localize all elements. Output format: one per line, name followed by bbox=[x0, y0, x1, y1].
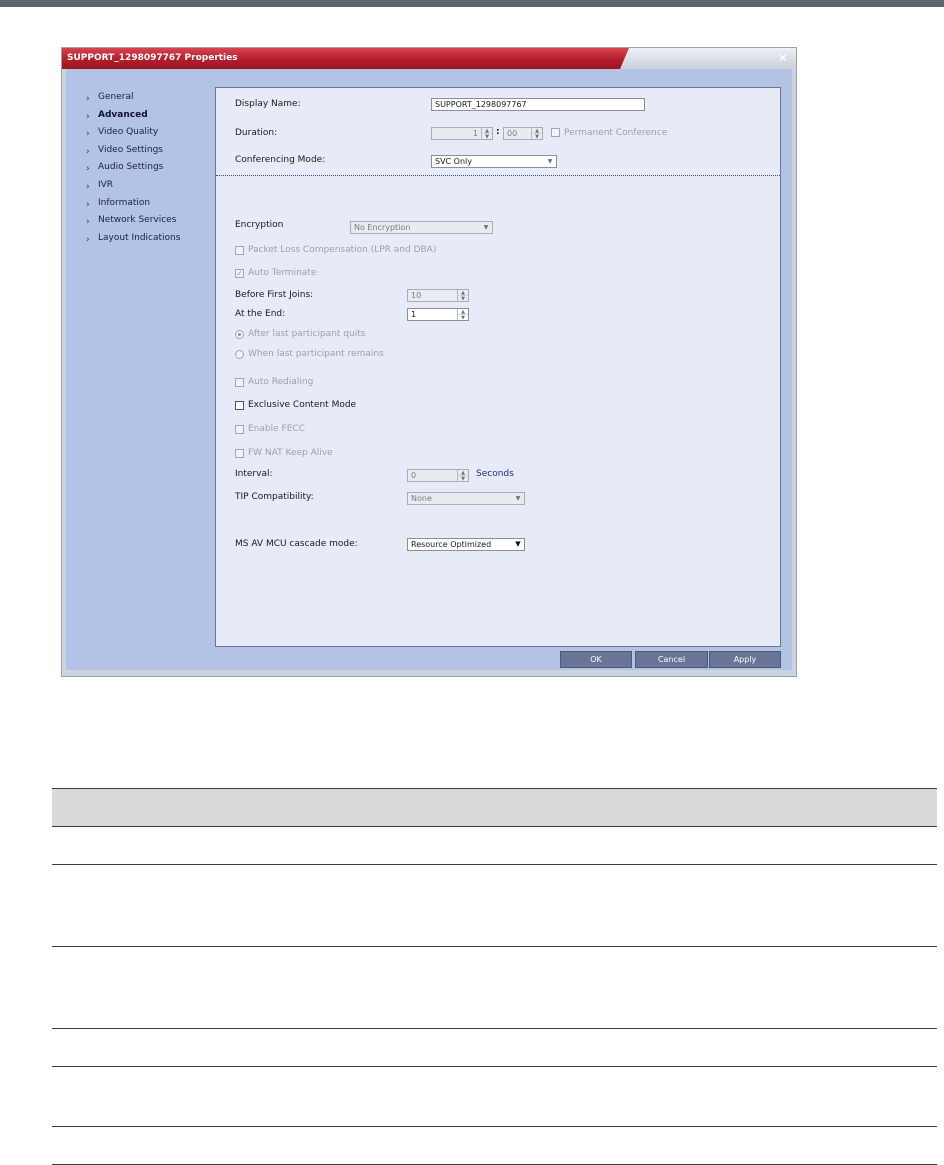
section-divider bbox=[216, 175, 780, 176]
sidebar-nav bbox=[86, 89, 216, 247]
at-the-end-value: 1 bbox=[411, 310, 417, 319]
conferencing-mode-value: SVC Only bbox=[435, 157, 473, 166]
sidebar-item-label: Video Settings bbox=[98, 144, 163, 155]
sidebar-item-network-services[interactable] bbox=[86, 212, 216, 230]
packet-loss-label: Packet Loss Compensation (LPR and DBA) bbox=[248, 245, 437, 255]
permanent-conference-checkbox[interactable] bbox=[551, 128, 560, 137]
auto-redialing-checkbox[interactable] bbox=[235, 378, 244, 387]
sidebar-item-label: IVR bbox=[98, 179, 114, 190]
sidebar-item-ivr[interactable] bbox=[86, 177, 216, 195]
ok-button[interactable]: OK bbox=[560, 651, 632, 668]
table-header bbox=[52, 788, 937, 827]
page-top-bar bbox=[0, 0, 944, 7]
chevron-down-icon[interactable]: ▼ bbox=[515, 495, 521, 502]
sidebar-item-label: General bbox=[98, 92, 134, 102]
interval-input[interactable] bbox=[407, 469, 469, 482]
seconds-label: Seconds bbox=[476, 469, 514, 479]
spin-down-icon[interactable]: ▼ bbox=[481, 133, 492, 139]
sidebar-item-general[interactable] bbox=[86, 89, 216, 107]
close-icon[interactable]: × bbox=[778, 51, 788, 64]
interval-label: Interval: bbox=[235, 469, 273, 479]
table-row bbox=[52, 865, 937, 947]
when-last-remains-radio[interactable] bbox=[235, 350, 244, 359]
tip-compatibility-label: TIP Compatibility: bbox=[235, 492, 314, 502]
display-name-input[interactable]: SUPPORT_1298097767 bbox=[431, 98, 645, 111]
packet-loss-checkbox[interactable] bbox=[235, 246, 244, 255]
chevron-right-icon: › bbox=[86, 199, 90, 210]
interval-value: 0 bbox=[411, 471, 417, 480]
after-last-quits-radio[interactable] bbox=[235, 330, 244, 339]
spin-down-icon[interactable]: ▼ bbox=[457, 314, 468, 320]
spin-up-icon[interactable]: ▲ bbox=[481, 128, 492, 134]
encryption-select[interactable] bbox=[350, 221, 493, 234]
duration-label: Duration: bbox=[235, 128, 278, 138]
conferencing-mode-select[interactable] bbox=[431, 155, 557, 168]
spin-up-icon[interactable]: ▲ bbox=[457, 309, 468, 315]
at-the-end-label: At the End: bbox=[235, 309, 286, 319]
apply-button[interactable]: Apply bbox=[709, 651, 781, 668]
spin-up-icon[interactable]: ▲ bbox=[457, 470, 468, 476]
sidebar-item-audio-settings[interactable] bbox=[86, 159, 216, 177]
exclusive-content-checkbox[interactable] bbox=[235, 401, 244, 410]
ms-av-mcu-select[interactable] bbox=[407, 538, 525, 551]
duration-separator: : bbox=[496, 127, 500, 137]
encryption-value: No Encryption bbox=[354, 223, 411, 232]
table-row bbox=[52, 1067, 937, 1127]
sidebar-item-layout-indications[interactable] bbox=[86, 230, 216, 248]
after-last-quits-label: After last participant quits bbox=[248, 329, 366, 339]
when-last-remains-label: When last participant remains bbox=[248, 349, 384, 359]
sidebar-item-label: Advanced bbox=[98, 109, 148, 120]
chevron-right-icon: › bbox=[86, 217, 90, 228]
ms-av-mcu-value: Resource Optimized bbox=[411, 540, 492, 549]
duration-minutes-input[interactable] bbox=[503, 127, 543, 140]
enable-fecc-label: Enable FECC bbox=[248, 424, 305, 434]
sidebar-item-label: Network Services bbox=[98, 215, 177, 226]
duration-minutes-value: 00 bbox=[507, 129, 518, 138]
before-first-joins-value: 10 bbox=[411, 291, 422, 300]
dialog-body bbox=[66, 69, 792, 670]
sidebar-item-label: Layout Indications bbox=[98, 232, 181, 243]
exclusive-content-label: Exclusive Content Mode bbox=[248, 400, 357, 410]
properties-dialog bbox=[61, 47, 797, 677]
before-first-joins-input[interactable] bbox=[407, 289, 469, 302]
cancel-button[interactable]: Cancel bbox=[635, 651, 708, 668]
spin-up-icon[interactable]: ▲ bbox=[457, 290, 468, 296]
spin-down-icon[interactable]: ▼ bbox=[531, 133, 542, 139]
display-name-label: Display Name: bbox=[235, 99, 301, 109]
spin-down-icon[interactable]: ▼ bbox=[457, 295, 468, 301]
encryption-label: Encryption bbox=[235, 220, 284, 230]
chevron-down-icon[interactable]: ▼ bbox=[483, 224, 489, 231]
dialog-title-bar[interactable] bbox=[62, 48, 796, 69]
chevron-right-icon: › bbox=[86, 111, 90, 122]
auto-terminate-label: Auto Terminate bbox=[248, 268, 317, 278]
table-row bbox=[52, 1127, 937, 1165]
table-row bbox=[52, 827, 937, 865]
permanent-conference-label: Permanent Conference bbox=[564, 128, 668, 138]
auto-redialing-label: Auto Redialing bbox=[248, 377, 314, 387]
fw-nat-label: FW NAT Keep Alive bbox=[248, 448, 333, 458]
duration-hours-input[interactable] bbox=[431, 127, 493, 140]
conferencing-mode-label: Conferencing Mode: bbox=[235, 155, 326, 165]
table-row bbox=[52, 1029, 937, 1067]
sidebar-item-label: Information bbox=[98, 197, 151, 208]
tip-compatibility-value: None bbox=[411, 494, 432, 503]
before-first-joins-label: Before First Joins: bbox=[235, 290, 314, 300]
chevron-right-icon: › bbox=[86, 181, 90, 192]
chevron-down-icon[interactable]: ▼ bbox=[515, 540, 521, 548]
at-the-end-input[interactable] bbox=[407, 308, 469, 321]
auto-terminate-checkbox[interactable]: ✓ bbox=[236, 269, 243, 278]
chevron-right-icon: › bbox=[86, 146, 90, 157]
table-row bbox=[52, 947, 937, 1029]
title-bar-gradient bbox=[620, 48, 796, 69]
spin-up-icon[interactable]: ▲ bbox=[531, 128, 542, 134]
chevron-right-icon: › bbox=[86, 129, 90, 140]
sidebar-item-information[interactable] bbox=[86, 195, 216, 213]
sidebar-item-video-quality[interactable] bbox=[86, 124, 216, 142]
ms-av-mcu-label: MS AV MCU cascade mode: bbox=[235, 539, 358, 549]
chevron-right-icon: › bbox=[86, 234, 90, 245]
spin-down-icon[interactable]: ▼ bbox=[457, 475, 468, 481]
sidebar-item-label: Audio Settings bbox=[98, 162, 164, 173]
fw-nat-checkbox[interactable] bbox=[235, 449, 244, 458]
document-table bbox=[52, 788, 937, 1165]
dialog-title: SUPPORT_1298097767 Properties bbox=[67, 53, 238, 63]
sidebar-item-video-settings[interactable] bbox=[86, 142, 216, 160]
chevron-down-icon[interactable]: ▼ bbox=[547, 158, 553, 165]
chevron-right-icon: › bbox=[86, 94, 90, 104]
chevron-right-icon: › bbox=[86, 164, 90, 175]
tip-compatibility-select[interactable] bbox=[407, 492, 525, 505]
duration-hours-value: 1 bbox=[472, 129, 478, 138]
advanced-settings-panel bbox=[215, 87, 781, 647]
enable-fecc-checkbox[interactable] bbox=[235, 425, 244, 434]
sidebar-item-label: Video Quality bbox=[98, 127, 159, 138]
sidebar-item-advanced[interactable] bbox=[86, 107, 216, 125]
